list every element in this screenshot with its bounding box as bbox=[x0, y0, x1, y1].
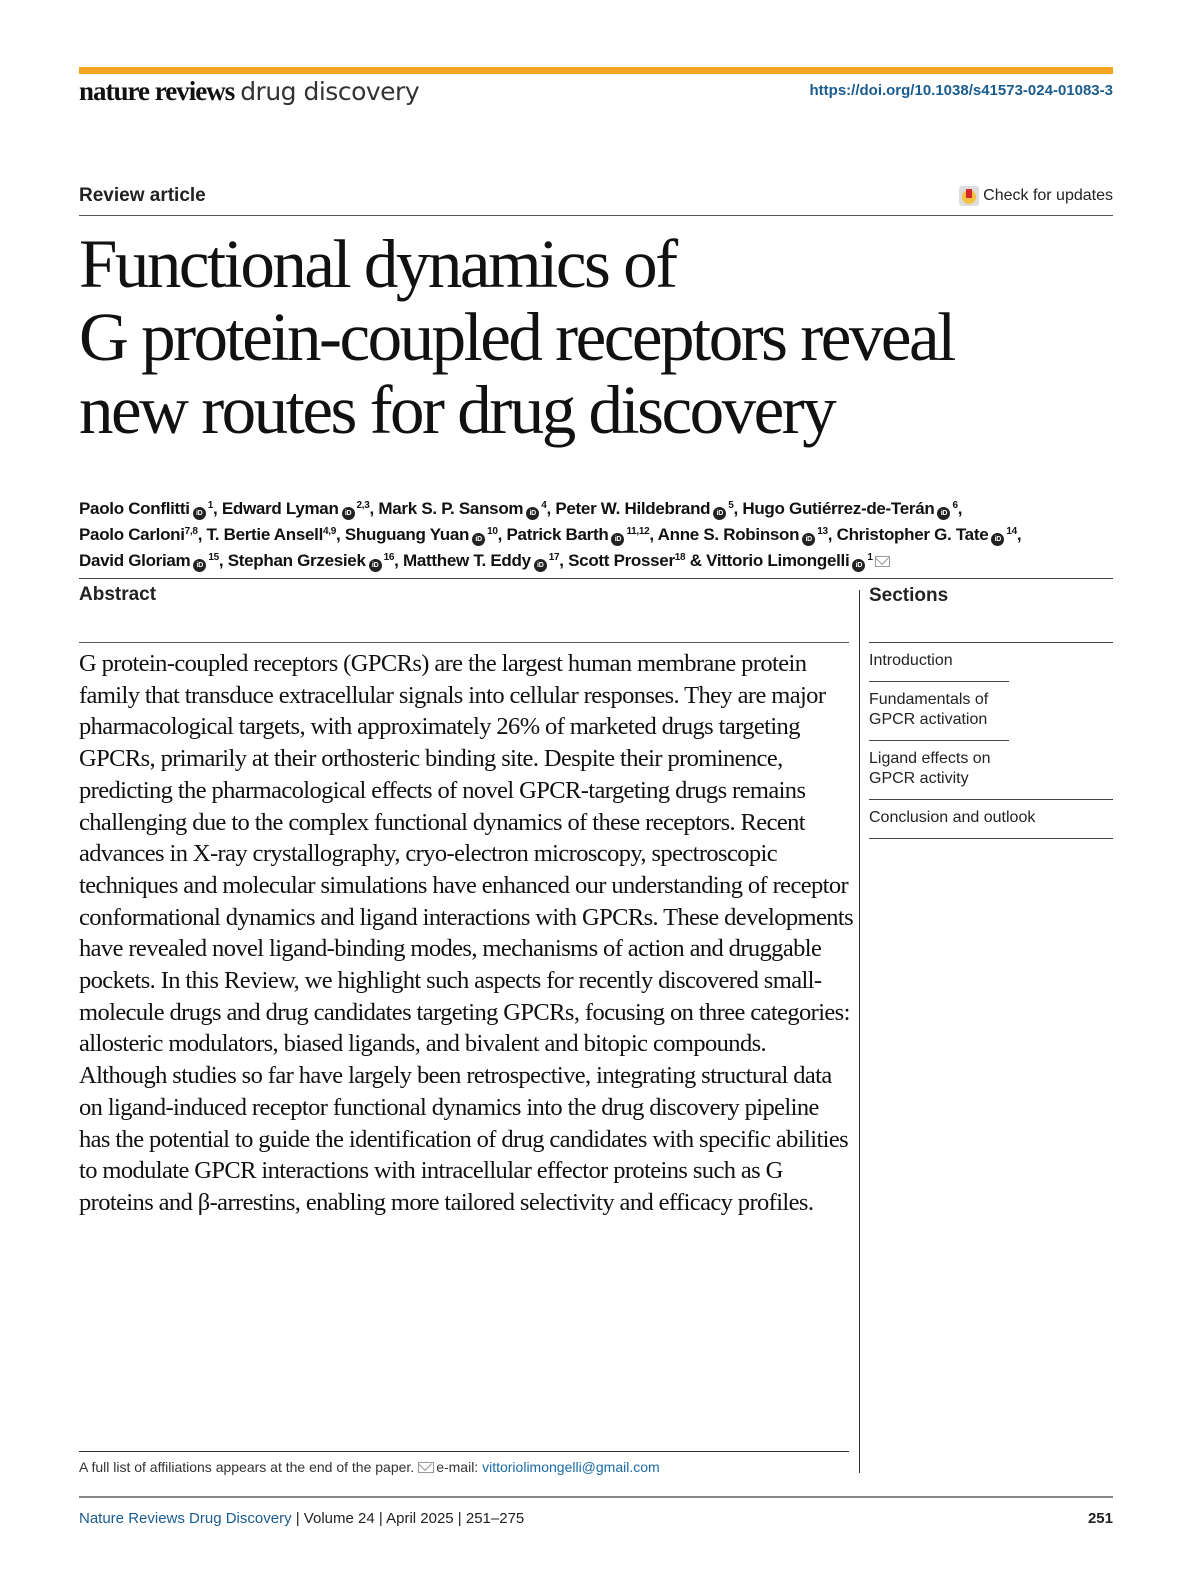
page-number: 251 bbox=[1087, 1510, 1113, 1527]
footer-details: | Volume 24 | April 2025 | 251–275 bbox=[291, 1510, 525, 1527]
affiliation-number: 4,9 bbox=[323, 526, 337, 537]
author-list: Paolo Conflitti $iD^1$, Edward Lyman iD$^{2,3}$, Mark S. P. Sansom $iD^4$, Peter W. Hildebrand $iD^5$, Hugo Gutiérrez-de-Terán $iD^6$, Paolo Carloni$^{7,8}$, T. Bertie Ansell$^{4,9}$, Shuguang Yuan $iD^{10}$, Patrick Barth iD$^{11,12}$, Anne S. Robinson $iD^{13}$, Christopher G. Tate $iD^{14}$, David Gloriam $iD^{15}$, Stephan Grzesiek $iD^{16}$, Matthew T. Eddy $iD^{17}$, Scott Prosser$^{18}$ & Vittorio Limongelli $iD^1$ bbox=[79, 499, 1022, 570]
journal-accent-bar bbox=[79, 67, 1113, 74]
divider bbox=[79, 215, 1113, 216]
affiliation-number: 7,8 bbox=[184, 526, 198, 537]
crossmark-icon bbox=[959, 186, 979, 206]
doi-link[interactable]: https://doi.org/10.1038/s41573-024-01083-3 bbox=[809, 82, 1113, 99]
email-link[interactable]: vittoriolimongelli@gmail.com bbox=[482, 1459, 660, 1475]
journal-name-bold: nature reviews bbox=[79, 76, 235, 106]
affiliation-text: A full list of affiliations appears at the end of the paper. bbox=[79, 1459, 415, 1475]
orcid-icon[interactable]: iD bbox=[713, 507, 726, 520]
author-name[interactable]: Scott Prosser bbox=[568, 551, 675, 570]
journal-logo bbox=[79, 76, 419, 107]
author-name[interactable]: T. Bertie Ansell bbox=[206, 525, 323, 544]
author-name[interactable]: Shuguang Yuan bbox=[344, 525, 470, 544]
column-divider bbox=[859, 590, 860, 1473]
journal-name-light: drug discovery bbox=[240, 77, 420, 106]
footer-citation bbox=[79, 1510, 524, 1527]
orcid-icon[interactable]: iD bbox=[991, 533, 1004, 546]
abstract-text: G protein-coupled receptors (GPCRs) are the largest human membrane protein family that transduce extracellular signals into cellular responses. They are major pharmacological targets, with approximately 26% of marketed drugs targeting GPCRs, primarily at their orthosteric binding site. Despite their prominence, predicting the pharmacological effects of novel GPCR-targeting drugs remains challenging due to the complex functional dynamics of these receptors. Recent advances in X-ray crystallography, cryo-electron microscopy, spectroscopic techniques and molecular simulations have enhanced our understanding of receptor conformational dynamics and ligand interactions with GPCRs. These developments have revealed novel ligand-binding modes, mechanisms of action and druggable pockets. In this Review, we highlight such aspects for recently discovered small-molecule drugs and drug candidates targeting GPCRs, focusing on three categories: allosteric modulators, biased ligands, and bivalent and bitopic compounds. Although studies so far have largely been retrospective, integrating structural data on ligand-induced receptor functional dynamics into the drug discovery pipeline has the potential to guide the identification of drug candidates with specific abilities to modulate GPCR interactions with intracellular effector proteins such as G proteins and β-arrestins, enabling more tailored selectivity and efficacy profiles. bbox=[79, 650, 854, 1216]
sections-heading: Sections bbox=[869, 585, 949, 606]
affiliation-number: 2,3 bbox=[356, 500, 370, 511]
orcid-icon[interactable]: iD bbox=[193, 559, 206, 572]
orcid-icon[interactable]: iD bbox=[193, 507, 206, 520]
title-line: Functional dynamics of bbox=[79, 226, 676, 302]
footer-divider bbox=[79, 1496, 1113, 1498]
author-name[interactable]: Paolo Carloni bbox=[79, 525, 185, 544]
email-prefix: e-mail: bbox=[436, 1459, 479, 1475]
divider bbox=[79, 578, 1113, 579]
orcid-icon[interactable]: iD bbox=[342, 507, 355, 520]
orcid-icon[interactable]: iD bbox=[526, 507, 539, 520]
author-name[interactable]: Peter W. Hildebrand bbox=[555, 499, 711, 518]
envelope-icon[interactable] bbox=[875, 556, 890, 567]
author-name[interactable]: Matthew T. Eddy bbox=[403, 551, 531, 570]
abstract-heading: Abstract bbox=[79, 584, 157, 605]
affiliation-number: 15 bbox=[208, 552, 219, 563]
section-link-introduction[interactable]: Introduction bbox=[869, 642, 1113, 681]
affiliation-number: 17 bbox=[548, 552, 560, 563]
affiliation-number: 1 bbox=[207, 500, 213, 511]
orcid-icon[interactable]: iD bbox=[534, 559, 547, 572]
orcid-icon[interactable]: iD bbox=[802, 533, 815, 546]
affiliation-number: 18 bbox=[674, 552, 686, 563]
orcid-icon[interactable]: iD bbox=[852, 559, 865, 572]
author-name[interactable]: Mark S. P. Sansom bbox=[378, 499, 524, 518]
divider bbox=[79, 642, 849, 643]
check-updates-label: Check for updates bbox=[983, 187, 1113, 204]
affiliation-note bbox=[79, 1459, 660, 1475]
author-name[interactable]: Stephan Grzesiek bbox=[227, 551, 366, 570]
affiliation-number: 5 bbox=[728, 500, 734, 511]
footer-journal-link[interactable]: Nature Reviews Drug Discovery bbox=[79, 1510, 292, 1527]
affiliation-number: 6 bbox=[952, 500, 958, 511]
affiliation-number: 1 bbox=[867, 552, 873, 563]
orcid-icon[interactable]: iD bbox=[369, 559, 382, 572]
envelope-icon bbox=[418, 1462, 434, 1473]
affiliation-number: 4 bbox=[541, 500, 547, 511]
divider bbox=[79, 1451, 849, 1452]
article-type: Review article bbox=[79, 185, 206, 206]
author-name[interactable]: Christopher G. Tate bbox=[836, 525, 989, 544]
section-link-fundamentals[interactable]: Fundamentals of GPCR activation bbox=[869, 681, 1009, 740]
author-name[interactable]: Edward Lyman bbox=[221, 499, 339, 518]
author-name[interactable]: Patrick Barth bbox=[506, 525, 609, 544]
author-name[interactable]: Paolo Conflitti bbox=[79, 499, 190, 518]
affiliation-number: 10 bbox=[487, 526, 498, 537]
orcid-icon[interactable]: iD bbox=[611, 533, 624, 546]
section-link-ligand-effects[interactable]: Ligand effects on GPCR activity bbox=[869, 740, 1009, 799]
affiliation-number: 16 bbox=[383, 552, 395, 563]
title-line: G protein-coupled receptors reveal bbox=[79, 299, 954, 375]
author-name[interactable]: David Gloriam bbox=[79, 551, 191, 570]
affiliation-number: 13 bbox=[817, 526, 828, 537]
author-name[interactable]: Hugo Gutiérrez-de-Terán bbox=[742, 499, 935, 518]
orcid-icon[interactable]: iD bbox=[472, 533, 485, 546]
title-line: new routes for drug discovery bbox=[79, 372, 835, 448]
section-link-conclusion[interactable]: Conclusion and outlook bbox=[869, 799, 1113, 839]
author-name[interactable]: Anne S. Robinson bbox=[657, 525, 800, 544]
sections-nav bbox=[869, 642, 1113, 839]
affiliation-number: 14 bbox=[1006, 526, 1017, 537]
article-title bbox=[79, 228, 1113, 447]
orcid-icon[interactable]: iD bbox=[937, 507, 950, 520]
affiliation-number: 11,12 bbox=[626, 526, 650, 537]
author-name[interactable]: Vittorio Limongelli bbox=[706, 551, 850, 570]
check-updates-button[interactable] bbox=[959, 186, 1113, 206]
